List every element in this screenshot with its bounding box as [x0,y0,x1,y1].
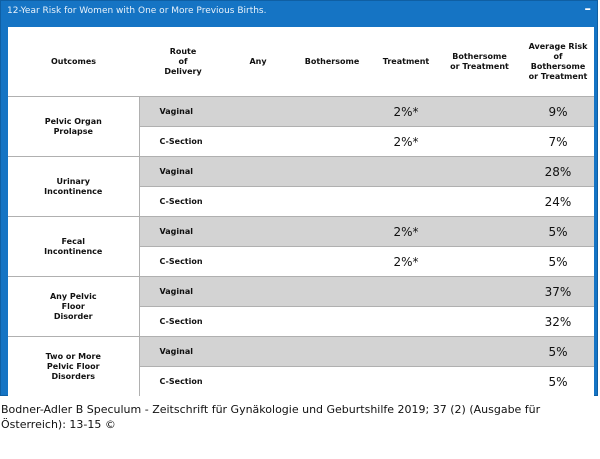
risk-table [8,27,594,396]
source-caption: Bodner-Adler B Speculum - Zeitschrift für Gynäkologie und Geburtshilfe 2019; 37 (2) (Ausgabe für Österreich): 13-15 © [1,403,541,431]
bothersome-or-treatment-cell [437,157,522,187]
outcome-cell: Fecal Incontinence [8,217,139,277]
average-risk-cell: 24% [522,187,594,217]
outcome-cell: Any Pelvic Floor Disorder [8,277,139,337]
any-cell [227,367,289,397]
bothersome-or-treatment-cell [437,337,522,367]
any-cell [227,337,289,367]
bothersome-cell [289,247,375,277]
average-risk-cell: 5% [522,367,594,397]
treatment-cell: 2%* [375,217,437,247]
average-risk-cell: 9% [522,97,594,127]
average-risk-cell: 32% [522,307,594,337]
outcome-cell: Two or More Pelvic Floor Disorders [8,337,139,397]
any-cell [227,97,289,127]
table-row [8,217,594,247]
bothersome-or-treatment-cell [437,187,522,217]
minus-icon[interactable]: – [584,2,591,17]
route-cell: C-Section [139,367,227,397]
route-cell: C-Section [139,247,227,277]
col-header-route: Route of Delivery [164,46,202,76]
any-cell [227,277,289,307]
any-cell [227,157,289,187]
average-risk-cell: 5% [522,247,594,277]
any-cell [227,217,289,247]
route-cell: Vaginal [139,217,227,247]
bothersome-or-treatment-cell [437,247,522,277]
route-cell: Vaginal [139,157,227,187]
bothersome-cell [289,97,375,127]
panel-title: 12-Year Risk for Women with One or More Previous Births. [7,6,267,16]
table-row [8,157,594,187]
bothersome-or-treatment-cell [437,127,522,157]
treatment-cell [375,277,437,307]
any-cell [227,247,289,277]
bothersome-cell [289,217,375,247]
treatment-cell: 2%* [375,127,437,157]
bothersome-or-treatment-cell [437,97,522,127]
bothersome-cell [289,277,375,307]
bothersome-cell [289,337,375,367]
average-risk-cell: 5% [522,337,594,367]
treatment-cell [375,307,437,337]
treatment-cell [375,367,437,397]
table-row [8,277,594,307]
any-cell [227,127,289,157]
average-risk-cell: 7% [522,127,594,157]
bothersome-or-treatment-cell [437,307,522,337]
col-header-outcomes: Outcomes [50,56,97,66]
route-cell: Vaginal [139,97,227,127]
average-risk-cell: 28% [522,157,594,187]
treatment-cell: 2%* [375,247,437,277]
average-risk-cell: 37% [522,277,594,307]
bothersome-cell [289,127,375,157]
route-cell: C-Section [139,127,227,157]
col-header-bothersome: Bothersome [304,56,360,66]
treatment-cell [375,187,437,217]
table-container [8,27,594,393]
average-risk-cell: 5% [522,217,594,247]
route-cell: C-Section [139,187,227,217]
bothersome-cell [289,307,375,337]
treatment-cell [375,337,437,367]
table-row [8,97,594,127]
outcome-cell: Pelvic Organ Prolapse [8,97,139,157]
treatment-cell: 2%* [375,97,437,127]
bothersome-cell [289,157,375,187]
route-cell: Vaginal [139,277,227,307]
any-cell [227,187,289,217]
table-row [8,337,594,367]
bothersome-cell [289,367,375,397]
panel-header [1,1,599,23]
bothersome-or-treatment-cell [437,277,522,307]
col-header-treatment: Treatment [382,56,430,66]
outcome-cell: Urinary Incontinence [8,157,139,217]
treatment-cell [375,157,437,187]
col-header-average-risk: Average Risk of Bothersome or Treatment [528,41,588,81]
any-cell [227,307,289,337]
route-cell: Vaginal [139,337,227,367]
bothersome-cell [289,187,375,217]
table-header-row [8,27,594,97]
col-header-any: Any [249,56,267,66]
route-cell: C-Section [139,307,227,337]
col-header-bothersome-or-treatment: Bothersome or Treatment [450,51,509,71]
bothersome-or-treatment-cell [437,367,522,397]
bothersome-or-treatment-cell [437,217,522,247]
